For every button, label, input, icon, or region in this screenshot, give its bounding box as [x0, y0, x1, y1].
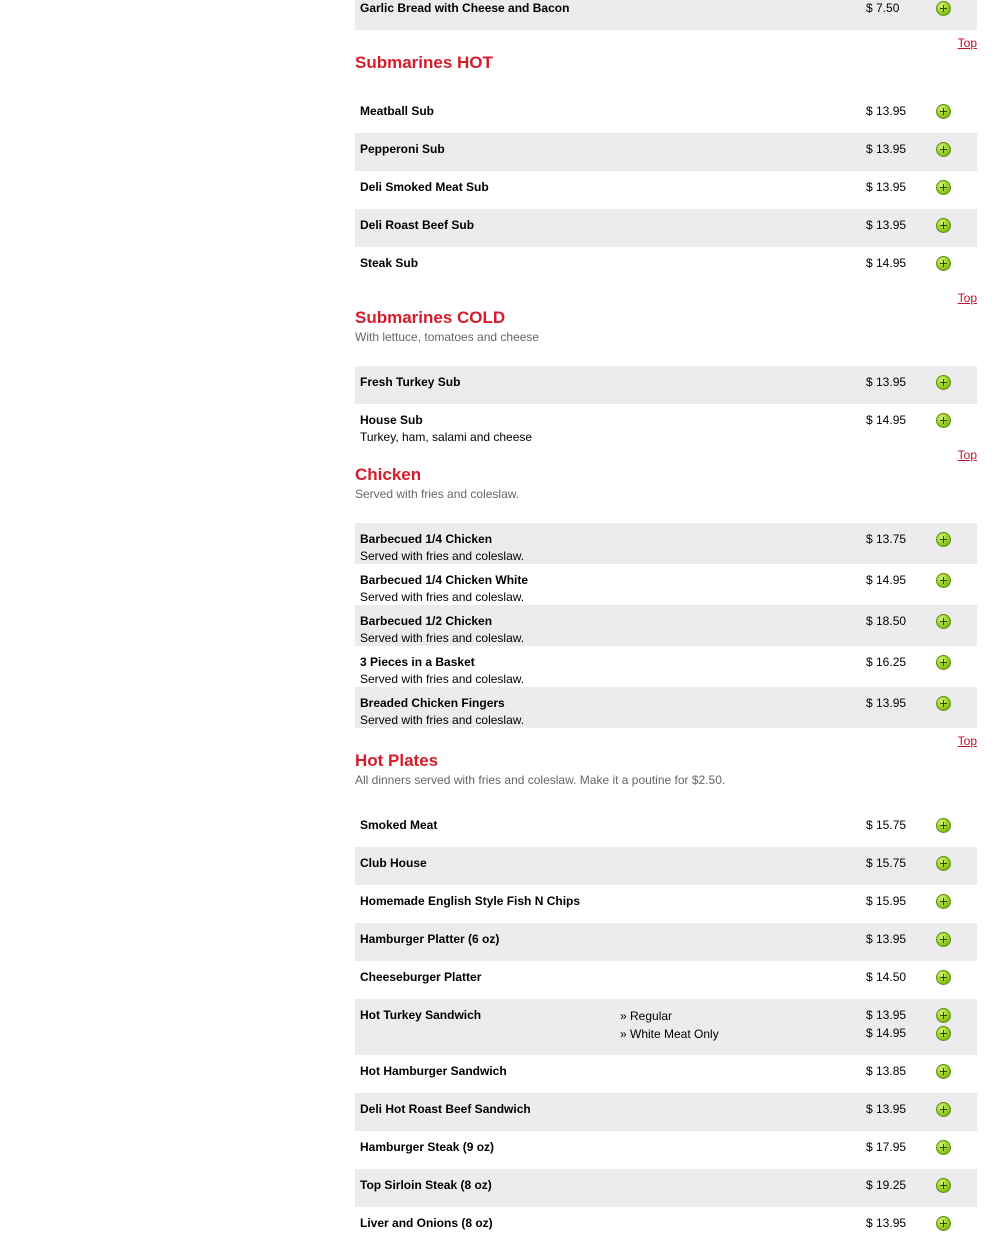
- item-prices: [866, 531, 976, 549]
- item-price: $ 16.25: [866, 655, 907, 669]
- item-name: Hot Hamburger Sandwich: [360, 1064, 507, 1078]
- item-description: Turkey, ham, salami and cheese: [360, 430, 533, 444]
- item-name: Meatball Sub: [360, 104, 435, 118]
- item-name: 3 Pieces in a Basket: [360, 655, 475, 669]
- item-price: $ 14.50: [866, 970, 907, 984]
- price-row: [866, 817, 976, 835]
- item-price: $ 13.75: [866, 532, 907, 546]
- item-price: $ 15.95: [866, 894, 907, 908]
- item-prices: [866, 817, 976, 835]
- price-row: [866, 1139, 976, 1157]
- plus-circle-icon[interactable]: [936, 856, 951, 871]
- item-price: $ 14.95: [866, 256, 907, 270]
- menu-item-row: [355, 999, 977, 1055]
- price-row: [866, 613, 976, 631]
- item-price: $ 13.95: [866, 180, 907, 194]
- category-spacer: [355, 73, 977, 95]
- menu-item-row: [355, 1055, 977, 1093]
- price-row: [866, 695, 976, 713]
- menu-section: [355, 30, 977, 285]
- menu-item-row: [355, 687, 977, 728]
- menu-item-row: [355, 0, 977, 30]
- price-row: [866, 374, 976, 392]
- price-row: [866, 531, 976, 549]
- menu-item-row: [355, 523, 977, 564]
- menu-section: [355, 0, 977, 30]
- price-row: [866, 0, 976, 18]
- item-name: Barbecued 1/4 Chicken White: [360, 573, 529, 587]
- menu-item-row: [355, 95, 977, 133]
- item-name: House Sub: [360, 413, 423, 427]
- item-prices: [866, 374, 976, 392]
- plus-circle-icon[interactable]: [936, 655, 951, 670]
- item-price: $ 15.75: [866, 818, 907, 832]
- item-price: $ 17.95: [866, 1140, 907, 1154]
- top-link-row: [355, 30, 977, 53]
- plus-circle-icon[interactable]: [936, 532, 951, 547]
- item-price: $ 14.95: [866, 1026, 907, 1040]
- item-price: $ 13.95: [866, 932, 907, 946]
- price-row: [866, 893, 976, 911]
- plus-circle-icon[interactable]: [936, 256, 951, 271]
- item-price: $ 13.95: [866, 218, 907, 232]
- item-name: Deli Roast Beef Sub: [360, 218, 475, 232]
- category-spacer: [355, 787, 977, 809]
- price-row: [866, 572, 976, 590]
- price-row: [866, 1215, 976, 1233]
- menu-item-row: [355, 961, 977, 999]
- item-prices: [866, 893, 976, 911]
- top-link-row: [355, 285, 977, 308]
- item-price: $ 13.95: [866, 696, 907, 710]
- plus-circle-icon[interactable]: [936, 1026, 951, 1041]
- item-prices: [866, 0, 976, 18]
- menu-section: [355, 728, 977, 1245]
- item-options: [620, 1007, 719, 1043]
- item-prices: [866, 695, 976, 713]
- price-row: [866, 931, 976, 949]
- category-spacer: [355, 344, 977, 366]
- category-description: Served with fries and coleslaw.: [355, 487, 520, 501]
- item-name: Barbecued 1/2 Chicken: [360, 614, 493, 628]
- item-name: Homemade English Style Fish N Chips: [360, 894, 581, 908]
- item-name: Breaded Chicken Fingers: [360, 696, 505, 710]
- item-price: $ 18.50: [866, 614, 907, 628]
- item-prices: [866, 654, 976, 672]
- category-title: Chicken: [355, 465, 422, 484]
- top-link[interactable]: Top: [957, 448, 977, 462]
- menu-item-row: [355, 171, 977, 209]
- menu-item-row: [355, 646, 977, 687]
- menu-item-row: [355, 366, 977, 404]
- item-prices: [866, 1063, 976, 1081]
- plus-circle-icon[interactable]: [936, 180, 951, 195]
- item-price: $ 13.95: [866, 104, 907, 118]
- menu-item-row: [355, 209, 977, 247]
- menu-item-row: [355, 847, 977, 885]
- top-link[interactable]: Top: [957, 291, 977, 305]
- category-title: Submarines HOT: [355, 53, 493, 72]
- item-price: $ 7.50: [866, 1, 900, 15]
- menu-item-row: [355, 564, 977, 605]
- item-name: Pepperoni Sub: [360, 142, 445, 156]
- plus-circle-icon[interactable]: [936, 696, 951, 711]
- price-row: [866, 1025, 976, 1043]
- item-name: Garlic Bread with Cheese and Bacon: [360, 1, 570, 15]
- item-name: Cheeseburger Platter: [360, 970, 482, 984]
- menu-item-row: [355, 923, 977, 961]
- price-row: [866, 412, 976, 430]
- item-price: $ 13.95: [866, 142, 907, 156]
- plus-circle-icon[interactable]: [936, 818, 951, 833]
- item-prices: [866, 1101, 976, 1119]
- category-description: With lettuce, tomatoes and cheese: [355, 330, 540, 344]
- plus-circle-icon[interactable]: [936, 1064, 951, 1079]
- category-title: Submarines COLD: [355, 308, 506, 327]
- plus-circle-icon[interactable]: [936, 104, 951, 119]
- item-price: $ 14.95: [866, 413, 907, 427]
- item-prices: [866, 1177, 976, 1195]
- option-label: » Regular: [620, 1009, 673, 1023]
- plus-circle-icon[interactable]: [936, 1102, 951, 1117]
- item-prices: [866, 141, 976, 159]
- menu-item-row: [355, 404, 977, 442]
- item-price: $ 13.85: [866, 1064, 907, 1078]
- price-row: [866, 255, 976, 273]
- plus-circle-icon[interactable]: [936, 375, 951, 390]
- item-description: Served with fries and coleslaw.: [360, 549, 525, 563]
- item-name: Hot Turkey Sandwich: [360, 1008, 482, 1022]
- menu-item-row: [355, 885, 977, 923]
- item-prices: [866, 103, 976, 121]
- menu-item-row: [355, 1169, 977, 1207]
- item-description: Served with fries and coleslaw.: [360, 590, 525, 604]
- item-name: Hamburger Platter (6 oz): [360, 932, 500, 946]
- item-prices: [866, 255, 976, 273]
- menu-item-row: [355, 1207, 977, 1245]
- menu-section: [355, 442, 977, 728]
- item-prices: [866, 217, 976, 235]
- item-prices: [866, 855, 976, 873]
- item-name: Hamburger Steak (9 oz): [360, 1140, 495, 1154]
- plus-circle-icon[interactable]: [936, 1, 951, 16]
- item-name: Steak Sub: [360, 256, 419, 270]
- price-row: [866, 1063, 976, 1081]
- item-price: $ 13.95: [866, 1102, 907, 1116]
- category-spacer: [355, 501, 977, 523]
- menu-item-row: [355, 809, 977, 847]
- menu-item-row: [355, 1131, 977, 1169]
- plus-circle-icon[interactable]: [936, 1216, 951, 1231]
- top-link[interactable]: Top: [957, 734, 977, 748]
- top-link[interactable]: Top: [957, 36, 977, 50]
- plus-circle-icon[interactable]: [936, 614, 951, 629]
- item-prices: [866, 969, 976, 987]
- menu-item-row: [355, 247, 977, 285]
- menu-list: [355, 0, 977, 1245]
- item-prices: [866, 412, 976, 430]
- category-description: All dinners served with fries and coleslaw. Make it a poutine for $2.50.: [355, 773, 726, 787]
- menu-section: [355, 285, 977, 442]
- plus-circle-icon[interactable]: [936, 970, 951, 985]
- price-row: [866, 1101, 976, 1119]
- menu-item-row: [355, 1093, 977, 1131]
- price-row: [866, 141, 976, 159]
- plus-circle-icon[interactable]: [936, 1140, 951, 1155]
- item-price: $ 13.95: [866, 1008, 907, 1022]
- menu-item-row: [355, 605, 977, 646]
- item-prices: [866, 572, 976, 590]
- item-name: Liver and Onions (8 oz): [360, 1216, 493, 1230]
- price-row: [866, 1177, 976, 1195]
- price-row: [866, 1007, 976, 1025]
- item-name: Barbecued 1/4 Chicken: [360, 532, 493, 546]
- item-prices: [866, 931, 976, 949]
- plus-circle-icon[interactable]: [936, 413, 951, 428]
- item-prices: [866, 179, 976, 197]
- price-row: [866, 217, 976, 235]
- price-row: [866, 969, 976, 987]
- item-price: $ 13.95: [866, 375, 907, 389]
- plus-circle-icon[interactable]: [936, 894, 951, 909]
- top-link-row: [355, 728, 977, 751]
- item-price: $ 19.25: [866, 1178, 907, 1192]
- option-label: » White Meat Only: [620, 1027, 719, 1041]
- item-name: Deli Smoked Meat Sub: [360, 180, 489, 194]
- plus-circle-icon[interactable]: [936, 932, 951, 947]
- category-title: Hot Plates: [355, 751, 439, 770]
- item-prices: [866, 613, 976, 631]
- item-name: Fresh Turkey Sub: [360, 375, 461, 389]
- item-description: Served with fries and coleslaw.: [360, 713, 525, 727]
- price-row: [866, 654, 976, 672]
- plus-circle-icon[interactable]: [936, 142, 951, 157]
- item-description: Served with fries and coleslaw.: [360, 631, 525, 645]
- item-price: $ 15.75: [866, 856, 907, 870]
- plus-circle-icon[interactable]: [936, 573, 951, 588]
- item-name: Club House: [360, 856, 427, 870]
- item-name: Deli Hot Roast Beef Sandwich: [360, 1102, 531, 1116]
- item-price: $ 13.95: [866, 1216, 907, 1230]
- item-description: Served with fries and coleslaw.: [360, 672, 525, 686]
- plus-circle-icon[interactable]: [936, 1008, 951, 1023]
- plus-circle-icon[interactable]: [936, 218, 951, 233]
- item-name: Smoked Meat: [360, 818, 438, 832]
- menu-item-row: [355, 133, 977, 171]
- price-row: [866, 179, 976, 197]
- price-row: [866, 855, 976, 873]
- item-price: $ 14.95: [866, 573, 907, 587]
- price-row: [866, 103, 976, 121]
- item-prices: [866, 1007, 976, 1043]
- item-name: Top Sirloin Steak (8 oz): [360, 1178, 492, 1192]
- item-prices: [866, 1139, 976, 1157]
- item-prices: [866, 1215, 976, 1233]
